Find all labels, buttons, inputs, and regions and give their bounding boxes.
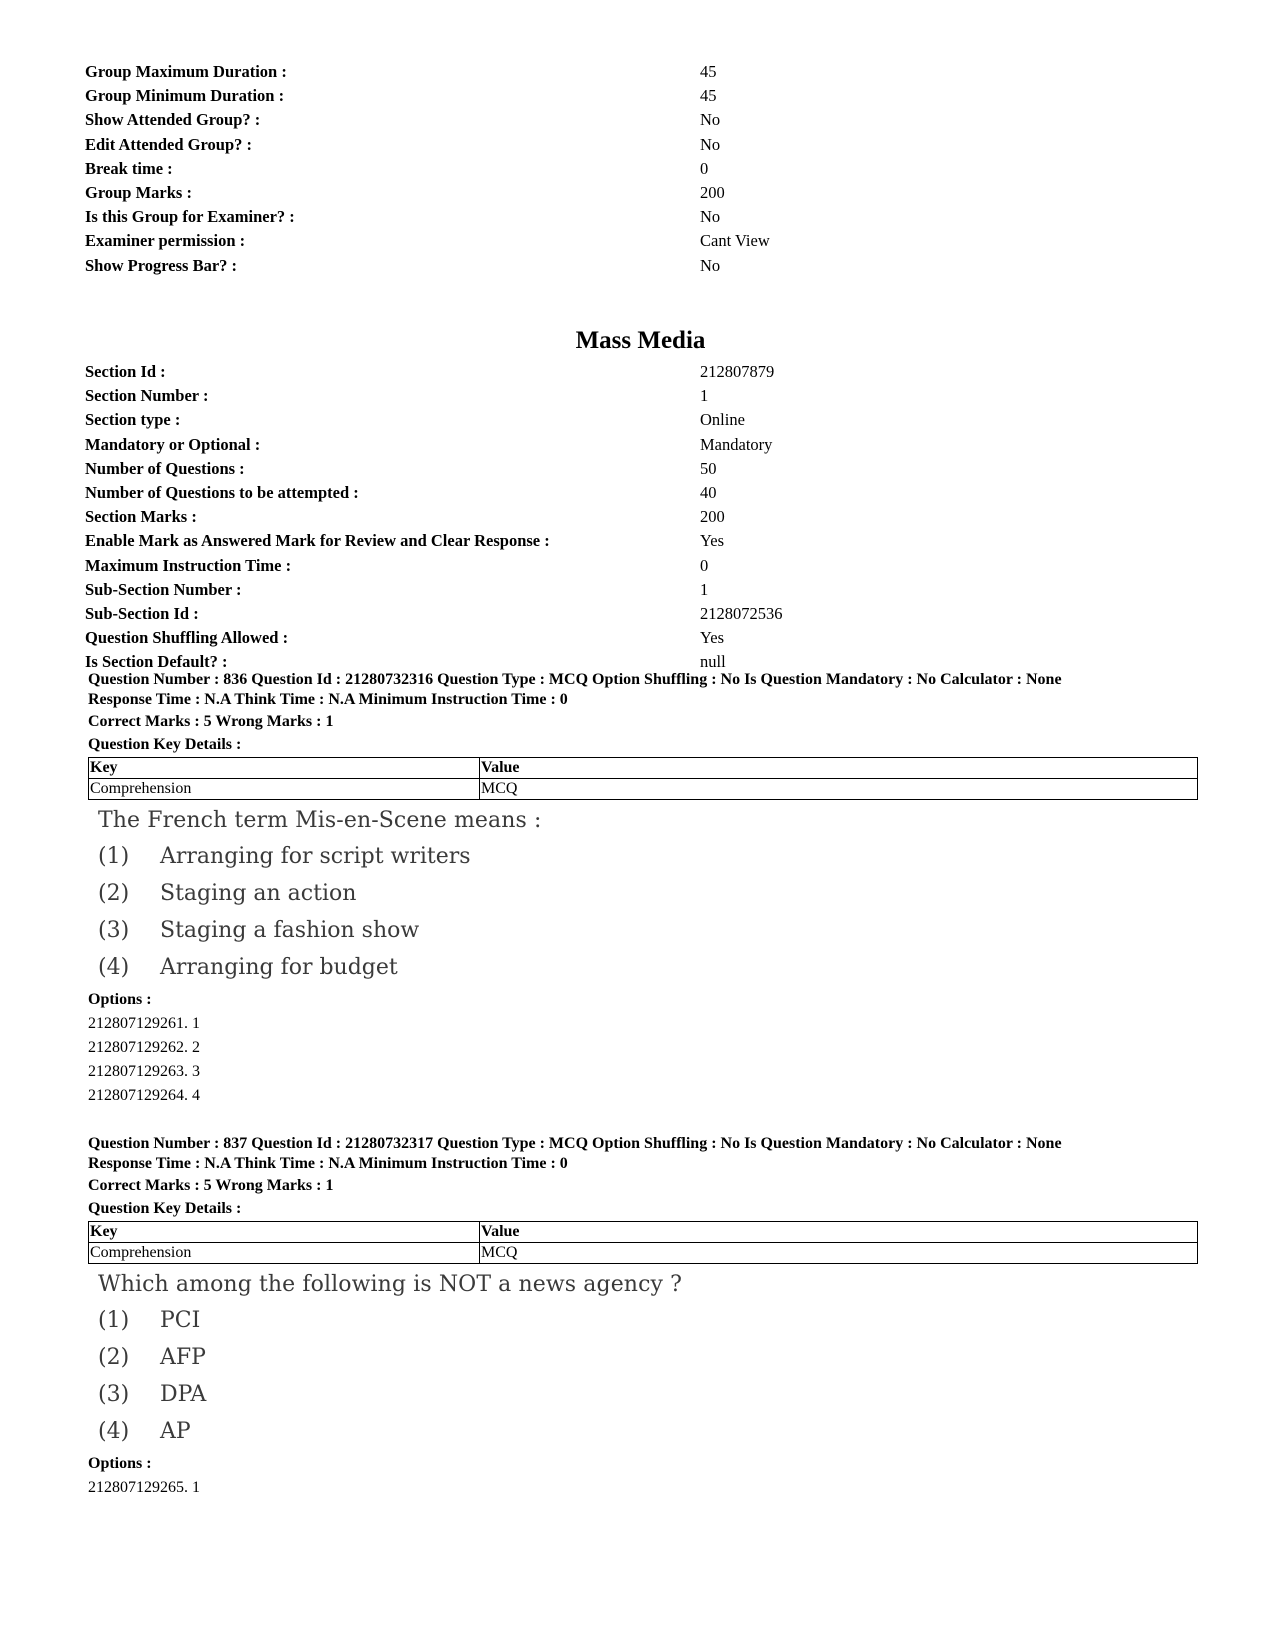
detail-key: Group Maximum Duration : bbox=[85, 62, 287, 81]
detail-row bbox=[85, 505, 1185, 529]
detail-key: Section Number : bbox=[85, 386, 209, 406]
question-stem: The French term Mis-en-Scene means : bbox=[98, 808, 542, 833]
question-marks: Correct Marks : 5 Wrong Marks : 1 bbox=[88, 713, 334, 730]
choice-text: Arranging for budget bbox=[160, 955, 398, 980]
question-choice bbox=[98, 838, 1198, 875]
section-title bbox=[0, 326, 1275, 356]
table-row bbox=[89, 1243, 1198, 1264]
question-choice bbox=[98, 1302, 1198, 1339]
detail-key: Section Marks : bbox=[85, 507, 197, 527]
detail-key: Section Id : bbox=[85, 362, 166, 381]
question-choice bbox=[98, 875, 1198, 912]
detail-key: Question Shuffling Allowed : bbox=[85, 628, 289, 648]
detail-row bbox=[85, 360, 1185, 384]
choice-text: Staging a fashion show bbox=[160, 918, 420, 943]
question-meta-timing: Response Time : N.A Think Time : N.A Minimum Instruction Time : 0 bbox=[88, 1155, 568, 1172]
question-meta: Question Number : 837 Question Id : 21280732317 Question Type : MCQ Option Shuffling : No Is Question Mandatory : No Calculator : None bbox=[88, 1135, 1062, 1152]
detail-row bbox=[85, 205, 1185, 229]
choice-number: (2) bbox=[98, 881, 130, 906]
table-cell-value: MCQ bbox=[480, 779, 1198, 800]
choice-number: (3) bbox=[98, 1382, 130, 1407]
choice-number: (2) bbox=[98, 1345, 130, 1370]
choice-number: (1) bbox=[98, 1308, 130, 1333]
detail-value: 45 bbox=[700, 86, 717, 106]
table-cell-key: Comprehension bbox=[89, 1243, 480, 1264]
detail-row bbox=[85, 626, 1185, 650]
detail-key: Group Minimum Duration : bbox=[85, 86, 285, 106]
choice-number: (3) bbox=[98, 918, 130, 943]
detail-value: null bbox=[700, 652, 726, 672]
question-key-table bbox=[88, 1221, 1198, 1264]
table-header-value: Value bbox=[480, 758, 1198, 779]
detail-key: Enable Mark as Answered Mark for Review and Clear Response : bbox=[85, 531, 550, 551]
group-details bbox=[85, 60, 1185, 278]
table-header-value: Value bbox=[480, 1222, 1198, 1243]
detail-key: Is Section Default? : bbox=[85, 652, 228, 672]
question-choice bbox=[98, 912, 1198, 949]
detail-row bbox=[85, 408, 1185, 432]
detail-key: Examiner permission : bbox=[85, 231, 246, 251]
detail-value: 1 bbox=[700, 386, 709, 406]
detail-value: 200 bbox=[700, 507, 725, 527]
question-image bbox=[98, 804, 1198, 986]
choice-text: AFP bbox=[160, 1345, 206, 1370]
detail-row bbox=[85, 157, 1185, 181]
detail-value: 40 bbox=[700, 482, 717, 502]
section-title-text: Mass Media bbox=[575, 327, 706, 354]
detail-key: Sub-Section Id : bbox=[85, 603, 199, 623]
table-header-row bbox=[89, 758, 1198, 779]
option-id: 212807129263. 3 bbox=[88, 1063, 200, 1080]
detail-row bbox=[85, 84, 1185, 108]
detail-key: Group Marks : bbox=[85, 182, 192, 202]
detail-row bbox=[85, 529, 1185, 553]
question-meta: Question Number : 836 Question Id : 21280732316 Question Type : MCQ Option Shuffling : No Is Question Mandatory : No Calculator : None bbox=[88, 671, 1062, 688]
detail-value: No bbox=[700, 134, 721, 154]
choice-number: (4) bbox=[98, 1419, 130, 1444]
options-label: Options : bbox=[88, 991, 152, 1008]
option-id: 212807129264. 4 bbox=[88, 1087, 200, 1104]
question-key-details-label: Question Key Details : bbox=[88, 1200, 242, 1217]
detail-key: Is this Group for Examiner? : bbox=[85, 207, 295, 227]
choice-number: (4) bbox=[98, 955, 130, 980]
detail-row bbox=[85, 578, 1185, 602]
question-image bbox=[98, 1268, 1198, 1450]
section-details bbox=[85, 360, 1185, 674]
detail-row bbox=[85, 229, 1185, 253]
detail-value: Mandatory bbox=[700, 434, 773, 454]
detail-row bbox=[85, 481, 1185, 505]
detail-value: 45 bbox=[700, 62, 717, 81]
detail-row bbox=[85, 254, 1185, 278]
question-key-table bbox=[88, 757, 1198, 800]
detail-value: Yes bbox=[700, 628, 725, 648]
question-meta-timing: Response Time : N.A Think Time : N.A Minimum Instruction Time : 0 bbox=[88, 691, 568, 708]
table-cell-value: MCQ bbox=[480, 1243, 1198, 1264]
table-row bbox=[89, 779, 1198, 800]
detail-value: No bbox=[700, 110, 721, 130]
detail-key: Number of Questions to be attempted : bbox=[85, 482, 359, 502]
choice-text: Arranging for script writers bbox=[160, 844, 471, 869]
detail-value: 200 bbox=[700, 182, 725, 202]
question-marks: Correct Marks : 5 Wrong Marks : 1 bbox=[88, 1177, 334, 1194]
option-id: 212807129262. 2 bbox=[88, 1039, 200, 1056]
detail-value: Online bbox=[700, 410, 745, 430]
table-header-key: Key bbox=[89, 758, 480, 779]
question-block bbox=[88, 1134, 1198, 1500]
choice-text: PCI bbox=[160, 1308, 201, 1333]
detail-key: Number of Questions : bbox=[85, 458, 245, 478]
detail-row bbox=[85, 433, 1185, 457]
detail-row bbox=[85, 181, 1185, 205]
detail-row bbox=[85, 60, 1185, 84]
question-stem: Which among the following is NOT a news agency ? bbox=[98, 1272, 683, 1297]
detail-key: Show Progress Bar? : bbox=[85, 255, 238, 275]
detail-row bbox=[85, 554, 1185, 578]
question-choice bbox=[98, 1339, 1198, 1376]
detail-row bbox=[85, 457, 1185, 481]
detail-value: 1 bbox=[700, 579, 709, 599]
detail-key: Edit Attended Group? : bbox=[85, 134, 253, 154]
detail-key: Maximum Instruction Time : bbox=[85, 555, 292, 575]
choice-number: (1) bbox=[98, 844, 130, 869]
detail-value: 50 bbox=[700, 458, 717, 478]
detail-value: 0 bbox=[700, 158, 709, 178]
detail-value: Cant View bbox=[700, 231, 770, 251]
table-cell-key: Comprehension bbox=[89, 779, 480, 800]
choice-text: Staging an action bbox=[160, 881, 357, 906]
detail-value: No bbox=[700, 255, 721, 275]
question-key-details-label: Question Key Details : bbox=[88, 736, 242, 753]
detail-key: Break time : bbox=[85, 158, 173, 178]
detail-value: 212807879 bbox=[700, 362, 775, 381]
detail-key: Section type : bbox=[85, 410, 181, 430]
table-header-key: Key bbox=[89, 1222, 480, 1243]
detail-value: 0 bbox=[700, 555, 709, 575]
question-choice bbox=[98, 949, 1198, 986]
detail-value: 2128072536 bbox=[700, 603, 783, 623]
detail-row bbox=[85, 133, 1185, 157]
detail-value: Yes bbox=[700, 531, 725, 551]
detail-key: Mandatory or Optional : bbox=[85, 434, 261, 454]
choice-text: AP bbox=[160, 1419, 191, 1444]
options-label: Options : bbox=[88, 1455, 152, 1472]
question-block bbox=[88, 670, 1198, 1108]
detail-row bbox=[85, 602, 1185, 626]
option-id: 212807129265. 1 bbox=[88, 1479, 200, 1496]
detail-row bbox=[85, 384, 1185, 408]
question-choice bbox=[98, 1376, 1198, 1413]
choice-text: DPA bbox=[160, 1382, 207, 1407]
detail-key: Sub-Section Number : bbox=[85, 579, 242, 599]
option-id: 212807129261. 1 bbox=[88, 1015, 200, 1032]
detail-row bbox=[85, 108, 1185, 132]
table-header-row bbox=[89, 1222, 1198, 1243]
question-choice bbox=[98, 1413, 1198, 1450]
detail-value: No bbox=[700, 207, 721, 227]
detail-key: Show Attended Group? : bbox=[85, 110, 261, 130]
